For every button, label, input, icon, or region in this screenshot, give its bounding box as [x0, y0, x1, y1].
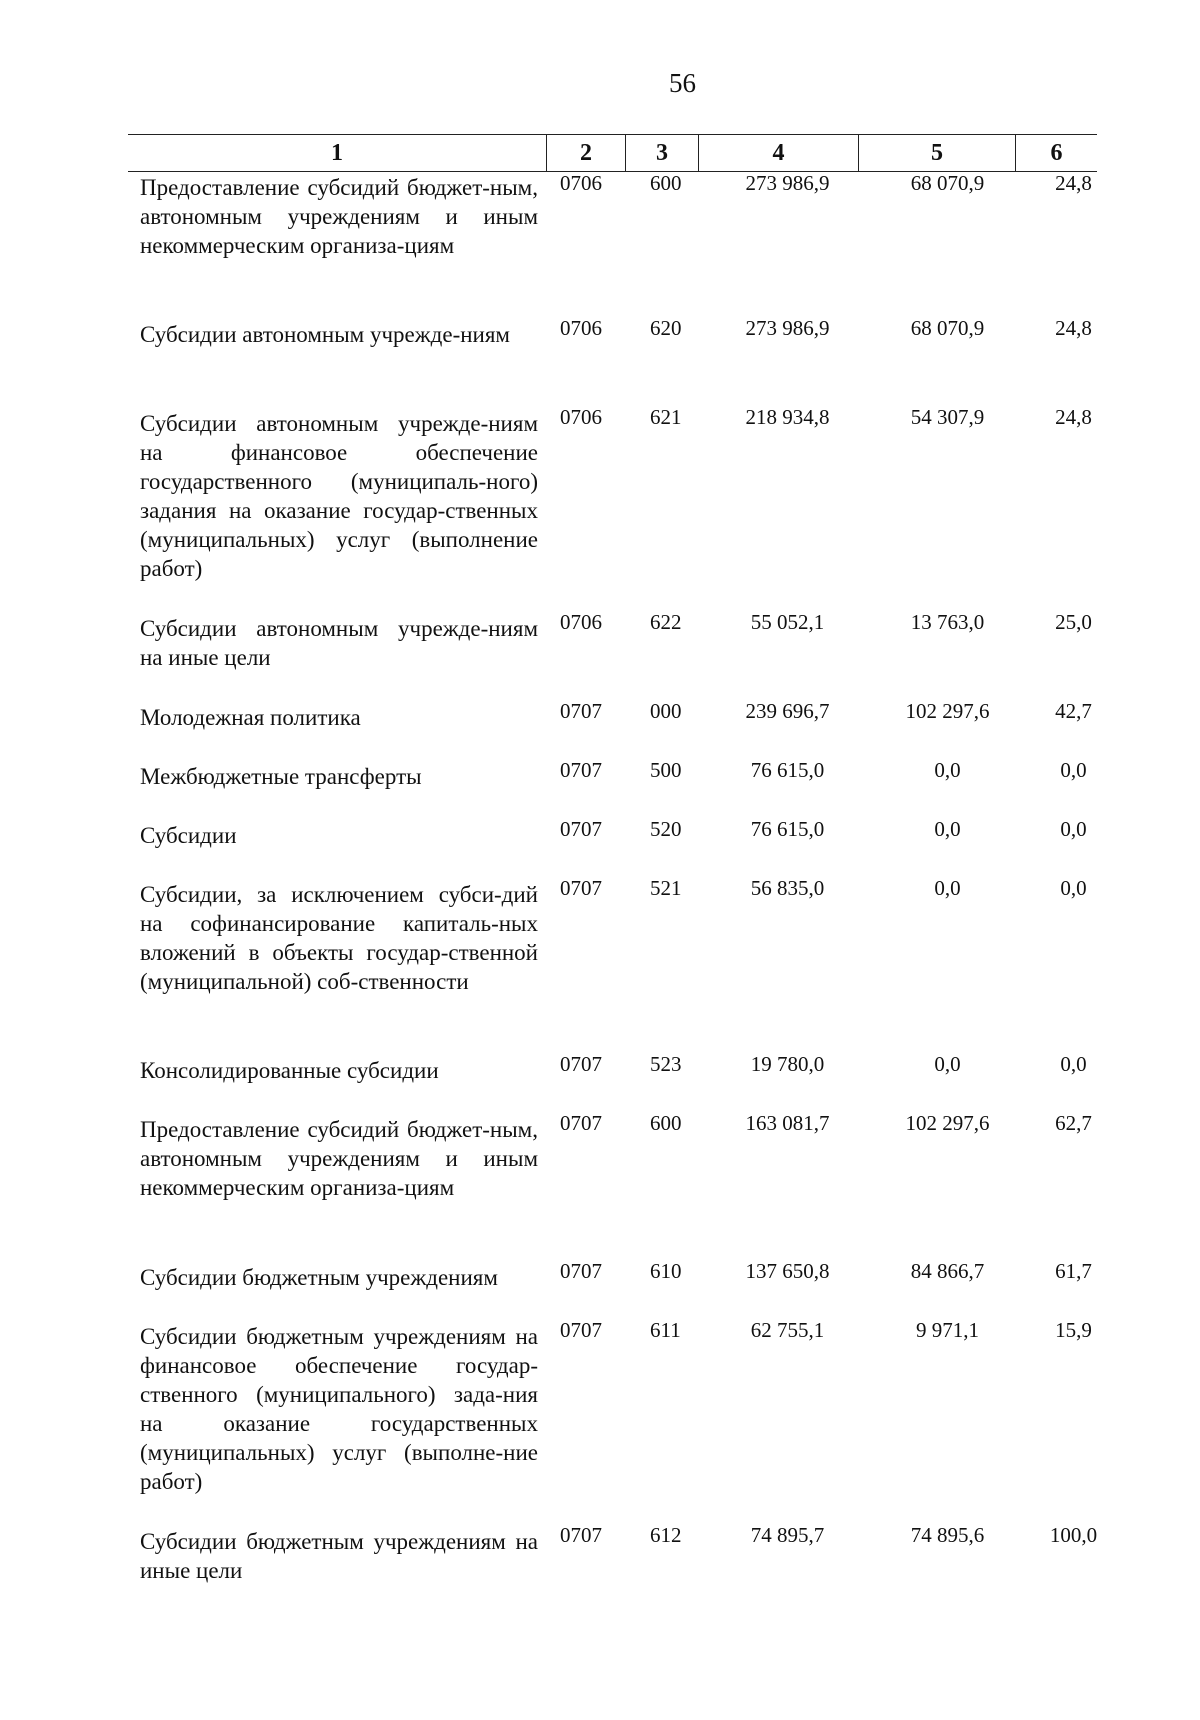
row-planned: 137 650,8: [745, 1259, 830, 1283]
row-percent: 15,9: [1055, 1318, 1092, 1342]
row-executed: 0,0: [934, 876, 961, 900]
row-section-code: 0707: [560, 817, 602, 841]
row-executed: 68 070,9: [910, 171, 985, 195]
row-executed: 13 763,0: [910, 610, 985, 634]
row-percent: 24,8: [1055, 316, 1092, 340]
row-executed: 74 895,6: [910, 1523, 985, 1547]
row-expense-type: 620: [650, 316, 682, 340]
row-name: Молодежная политика: [140, 705, 361, 730]
row-name: Консолидированные субсидии: [140, 1058, 439, 1083]
row-planned: 56 835,0: [750, 876, 825, 900]
row-executed: 0,0: [934, 817, 961, 841]
row-section-code: 0706: [560, 316, 602, 340]
row-section-code: 0707: [560, 758, 602, 782]
row-planned: 163 081,7: [745, 1111, 830, 1135]
row-section-code: 0706: [560, 405, 602, 429]
row-planned: 76 615,0: [750, 817, 825, 841]
row-section-code: 0707: [560, 1052, 602, 1076]
row-percent: 0,0: [1060, 817, 1087, 841]
row-name: Субсидии бюджетным учреждениям на иные цели: [140, 1529, 538, 1583]
row-section-code: 0706: [560, 610, 602, 634]
header-col-1: 1: [331, 140, 343, 166]
row-expense-type: 523: [650, 1052, 682, 1076]
row-percent: 0,0: [1060, 876, 1087, 900]
row-percent: 24,8: [1055, 171, 1092, 195]
row-name: Субсидии бюджетным учреждениям на финансовое обеспечение государ-ственного (муниципального) зада-ния на оказание государственных (муниципальных) услуг (выполне-ние работ): [140, 1324, 538, 1494]
row-percent: 100,0: [1049, 1523, 1098, 1547]
row-name: Субсидии: [140, 823, 237, 848]
row-planned: 76 615,0: [750, 758, 825, 782]
header-col-3: 3: [625, 135, 698, 171]
row-planned: 218 934,8: [745, 405, 830, 429]
row-expense-type: 600: [650, 171, 682, 195]
row-planned: 62 755,1: [750, 1318, 825, 1342]
row-section-code: 0707: [560, 1318, 602, 1342]
row-expense-type: 000: [650, 699, 682, 723]
row-expense-type: 521: [650, 876, 682, 900]
row-section-code: 0707: [560, 1259, 602, 1283]
row-name: Субсидии автономным учрежде-ниям на финансовое обеспечение государственного (муниципаль-ного) задания на оказание государ-ственных (муниципальных) услуг (выполнение работ): [140, 411, 538, 581]
row-percent: 0,0: [1060, 758, 1087, 782]
row-name: Предоставление субсидий бюджет-ным, автономным учреждениям и иным некоммерческим организа-циям: [140, 175, 538, 258]
row-executed: 68 070,9: [910, 316, 985, 340]
row-executed: 9 971,1: [916, 1318, 979, 1342]
row-percent: 0,0: [1060, 1052, 1087, 1076]
row-executed: 0,0: [934, 1052, 961, 1076]
row-planned: 239 696,7: [745, 699, 830, 723]
row-section-code: 0707: [560, 1111, 602, 1135]
row-expense-type: 611: [650, 1318, 681, 1342]
header-col-5: 5: [858, 135, 1015, 171]
row-executed: 0,0: [934, 758, 961, 782]
row-name: Субсидии, за исключением субси-дий на софинансирование капиталь-ных вложений в объекты государ-ственной (муниципальной) соб-ственности: [140, 882, 538, 994]
row-planned: 55 052,1: [750, 610, 825, 634]
row-percent: 24,8: [1055, 405, 1092, 429]
row-percent: 61,7: [1055, 1259, 1092, 1283]
row-name: Субсидии бюджетным учреждениям: [140, 1265, 498, 1290]
table-header: [128, 134, 1097, 172]
row-percent: 62,7: [1055, 1111, 1092, 1135]
row-planned: 273 986,9: [745, 316, 830, 340]
page-number: 56: [669, 68, 696, 98]
row-executed: 102 297,6: [905, 1111, 990, 1135]
row-expense-type: 520: [650, 817, 682, 841]
row-planned: 273 986,9: [745, 171, 830, 195]
row-executed: 102 297,6: [905, 699, 990, 723]
row-percent: 42,7: [1055, 699, 1092, 723]
row-executed: 84 866,7: [910, 1259, 985, 1283]
row-expense-type: 621: [650, 405, 682, 429]
row-expense-type: 610: [650, 1259, 682, 1283]
row-section-code: 0707: [560, 699, 602, 723]
row-name: Субсидии автономным учрежде-ниям на иные цели: [140, 616, 538, 670]
row-percent: 25,0: [1055, 610, 1092, 634]
header-col-2: 2: [546, 135, 625, 171]
row-executed: 54 307,9: [910, 405, 985, 429]
header-col-6: 6: [1015, 135, 1097, 171]
row-planned: 74 895,7: [750, 1523, 825, 1547]
row-section-code: 0707: [560, 876, 602, 900]
row-name: Предоставление субсидий бюджет-ным, автономным учреждениям и иным некоммерческим организа-циям: [140, 1117, 538, 1200]
row-name: Субсидии автономным учрежде-ниям: [140, 322, 510, 347]
row-expense-type: 500: [650, 758, 682, 782]
row-name: Межбюджетные трансферты: [140, 764, 422, 789]
header-col-4: 4: [698, 135, 858, 171]
row-expense-type: 600: [650, 1111, 682, 1135]
row-planned: 19 780,0: [750, 1052, 825, 1076]
row-expense-type: 622: [650, 610, 682, 634]
row-expense-type: 612: [650, 1523, 682, 1547]
row-section-code: 0706: [560, 171, 602, 195]
row-section-code: 0707: [560, 1523, 602, 1547]
